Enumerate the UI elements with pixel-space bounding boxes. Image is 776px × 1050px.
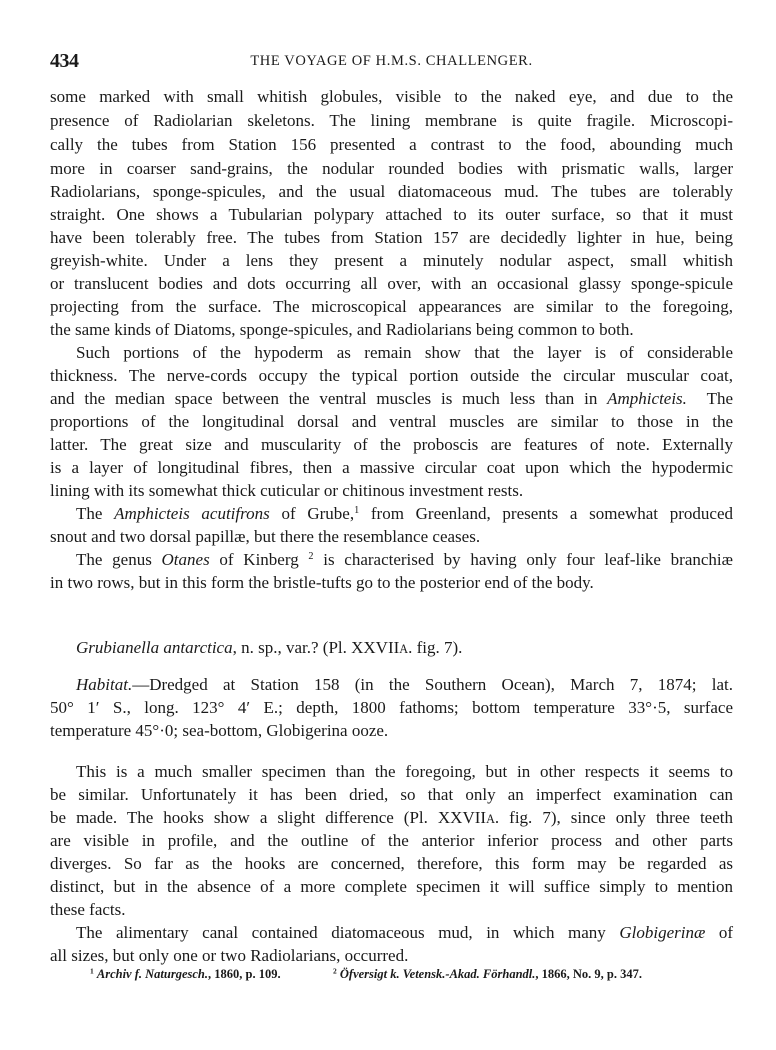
text-line: temperature 45°·0; sea-bottom, Globigerina ooze. <box>50 721 389 740</box>
text-segment: . fig. 7), since only three teeth <box>494 808 733 827</box>
text-segment: The <box>706 389 733 408</box>
species-name: Amphicteis acutifrons <box>114 504 270 523</box>
text-segment: The alimentary canal contained diatomaceous mud, in which many <box>76 923 620 942</box>
text-line: cally the tubes from Station 156 presented a contrast to the food, abounding much <box>50 135 733 154</box>
footnote-ref[interactable]: 2 <box>308 550 314 562</box>
text-line: the same kinds of Diatoms, sponge-spicules, and Radiolarians being common to both. <box>50 320 634 339</box>
text-segment: , n. sp., var.? (Pl. XXVII <box>232 638 400 657</box>
text-line: have been tolerably free. The tubes from Station 157 are decidedly lighter in hue, being <box>50 228 733 247</box>
citation-details: , 1866, No. 9, p. 347. <box>535 967 642 981</box>
text-segment: and the median space between the ventral muscles is much less than in <box>50 389 598 408</box>
text-line: all sizes, but only one or two Radiolarians, occurred. <box>50 946 409 965</box>
text-line: are visible in profile, and the outline of the anterior inferior process and other parts <box>50 831 733 850</box>
text-line: is a layer of longitudinal fibres, then a massive circular coat upon which the hypodermic <box>50 458 733 477</box>
text-segment: —Dredged at Station 158 (in the Southern Ocean), March 7, 1874; lat. <box>132 675 733 694</box>
footnote-ref[interactable]: 1 <box>354 504 360 516</box>
text-line: straight. One shows a Tubularian polypary attached to its outer surface, so that it must <box>50 205 733 224</box>
footnote-2 <box>333 967 642 982</box>
text-segment: of Kinberg <box>209 550 299 569</box>
text-line: projecting from the surface. The microscopical appearances are similar to the foregoing, <box>50 297 733 316</box>
genus-name: Otanes <box>161 550 210 569</box>
text-line: snout and two dorsal papillæ, but there the resemblance ceases. <box>50 527 481 546</box>
text-segment: of <box>705 923 733 942</box>
text-line: lining with its somewhat thick cuticular or chitinous investment rests. <box>50 481 524 500</box>
species-name: Amphicteis. <box>607 389 687 408</box>
text-line <box>50 807 733 830</box>
text-line: be similar. Unfortunately it has been dried, so that only an imperfect examination can <box>50 785 733 804</box>
footnote-marker: 2 <box>333 966 337 976</box>
citation-details: , 1860, p. 109. <box>208 967 281 981</box>
text-line: This is a much smaller specimen than the foregoing, but in other respects it seems to <box>76 762 733 781</box>
text-line: proportions of the longitudinal dorsal and ventral muscles are similar to those in the <box>50 412 733 431</box>
text-line: Such portions of the hypoderm as remain show that the layer is of considerable <box>76 343 733 362</box>
text-line <box>76 503 733 525</box>
citation-title: Öfversigt k. Vetensk.-Akad. Förhandl. <box>339 967 536 981</box>
running-title: THE VOYAGE OF H.M.S. CHALLENGER. <box>250 53 533 69</box>
plate-suffix: A <box>486 812 495 826</box>
text-line: or translucent bodies and dots occurring all over, with an occasional glassy sponge-spicule <box>50 274 733 293</box>
footnotes <box>90 967 733 987</box>
footnote-marker: 1 <box>90 966 94 976</box>
text-segment: be made. The hooks show a slight difference (Pl. XXVII <box>50 808 487 827</box>
text-line: some marked with small whitish globules, visible to the naked eye, and due to the <box>50 87 733 106</box>
genus-name: Globigerinæ <box>619 923 706 942</box>
text-segment: The <box>76 504 115 523</box>
text-segment: The genus <box>76 550 162 569</box>
page-number: 434 <box>50 50 79 72</box>
text-segment: is characterised by having only four leaf-like branchiæ <box>313 550 733 569</box>
text-line: these facts. <box>50 900 126 919</box>
text-line <box>76 922 733 944</box>
text-line: Radiolarians, sponge-spicules, and the usual diatomaceous mud. The tubes are tolerably <box>50 182 733 201</box>
text-line: latter. The great size and muscularity of the proboscis are features of note. Externally <box>50 435 733 454</box>
species-name: Grubianella antarctica <box>76 638 233 657</box>
species-heading <box>76 637 733 660</box>
text-line <box>76 674 733 696</box>
text-line: more in coarser sand-grains, the nodular rounded bodies with prismatic walls, larger <box>50 159 733 178</box>
footnote-1 <box>90 967 281 982</box>
text-segment: . fig. 7). <box>408 638 463 657</box>
text-segment: from Greenland, presents a somewhat produced <box>359 504 734 523</box>
text-line: 50° 1′ S., long. 123° 4′ E.; depth, 1800 fathoms; bottom temperature 33°·5, surface <box>50 698 733 717</box>
text-line: in two rows, but in this form the bristle-tufts go to the posterior end of the body. <box>50 573 594 592</box>
habitat-label: Habitat. <box>76 675 133 694</box>
plate-suffix: A <box>399 642 409 656</box>
text-line: presence of Radiolarian skeletons. The lining membrane is quite fragile. Microscopi- <box>50 111 733 130</box>
text-line <box>76 549 733 571</box>
text-line: greyish-white. Under a lens they present a minutely nodular aspect, small whitish <box>50 251 733 270</box>
citation-title: Archiv f. Naturgesch. <box>96 967 208 981</box>
text-line: thickness. The nerve-cords occupy the typical portion outside the circular muscular coat, <box>50 366 733 385</box>
page-header <box>50 50 733 74</box>
text-line: diverges. So far as the hooks are concerned, therefore, this form may be regarded as <box>50 854 733 873</box>
text-line <box>50 388 733 410</box>
text-line: distinct, but in the absence of a more complete specimen it will suffice simply to mention <box>50 877 733 896</box>
text-segment: of Grube, <box>269 504 355 523</box>
